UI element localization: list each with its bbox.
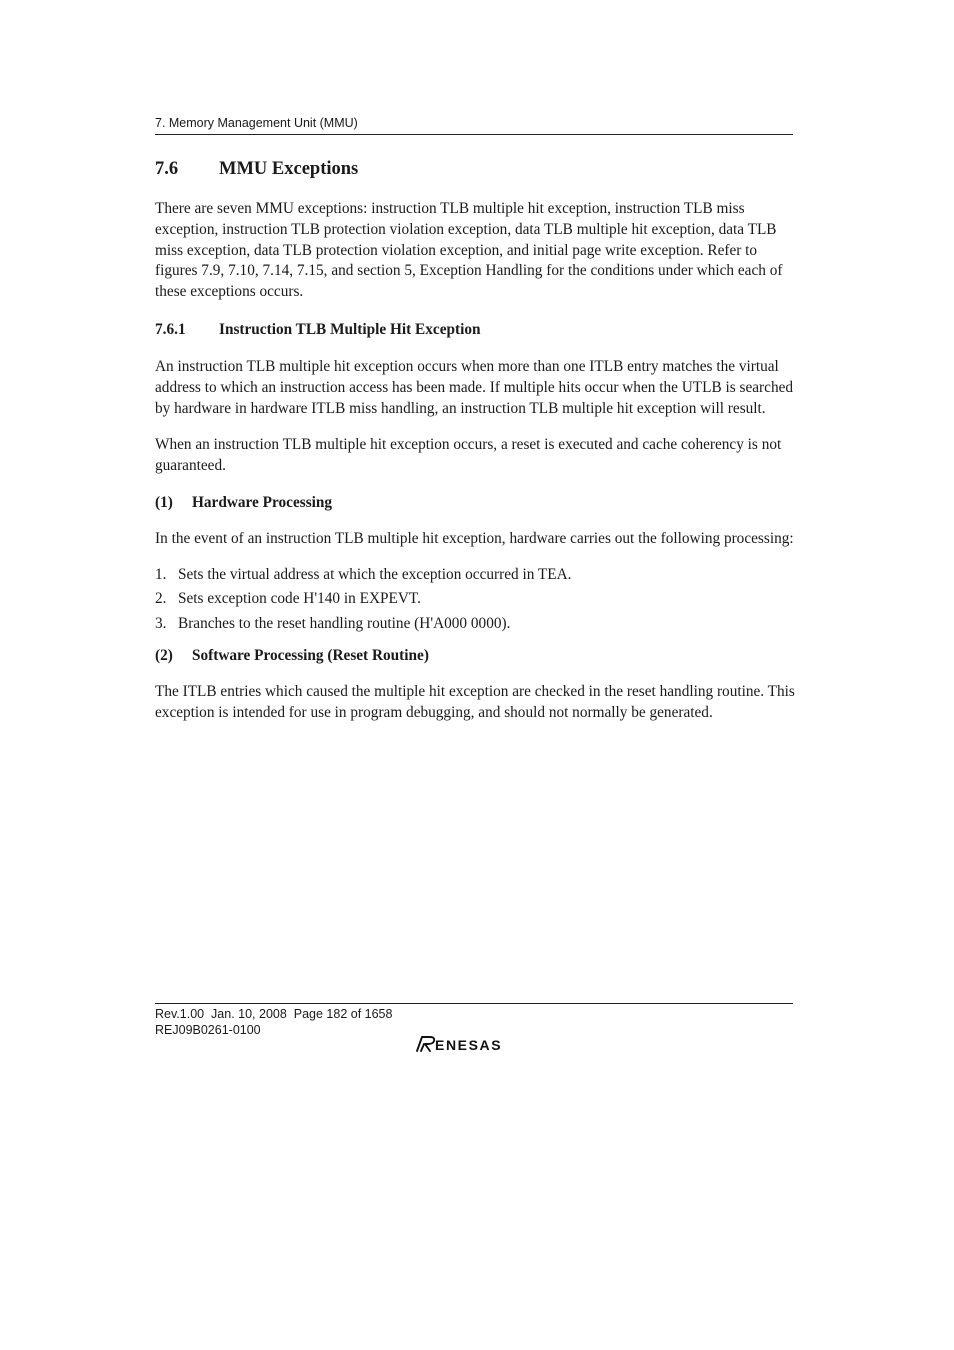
subsection-title: Instruction TLB Multiple Hit Exception: [219, 320, 481, 338]
subsection-paragraph-2: When an instruction TLB multiple hit exception occurs, a reset is executed and cache coherency is not guaranteed.: [155, 436, 782, 475]
list-item-text: Branches to the reset handling routine (H'A000 0000).: [178, 614, 511, 632]
list-item: [155, 565, 795, 585]
subsection-paragraph-1: An instruction TLB multiple hit exception occurs when more than one ITLB entry matches the virtual address to which an instruction access has been made. If multiple hits occur when the UTLB is searched by hardware in hardware ITLB miss handling, an instruction TLB multiple hit exception will result.: [155, 357, 794, 417]
software-processing-title: Software Processing (Reset Routine): [192, 646, 429, 664]
list-item: [155, 614, 795, 634]
running-head: 7. Memory Management Unit (MMU): [155, 115, 793, 135]
subsection-number: 7.6.1: [155, 320, 186, 338]
list-item-text: Sets the virtual address at which the exception occurred in TEA.: [178, 565, 572, 583]
software-processing-paragraph: The ITLB entries which caused the multiple hit exception are checked in the reset handling routine. This exception is intended for use in program debugging, and should not normally be generated.: [155, 682, 795, 721]
list-item-number: 2.: [155, 590, 167, 608]
page-content: [155, 156, 795, 723]
svg-text:ENESAS: ENESAS: [435, 1037, 503, 1053]
software-processing-number: (2): [155, 646, 173, 664]
list-item: [155, 589, 795, 609]
revision-line: Rev.1.00 Jan. 10, 2008 Page 182 of 1658: [155, 1007, 393, 1021]
section-intro-paragraph: There are seven MMU exceptions: instruction TLB multiple hit exception, instruction TLB miss exception, instruction TLB protection violation exception, data TLB multiple hit exception, data TLB miss exception, data TLB protection violation exception, and initial page write exception. Refer to figures 7.9, 7.10, 7.14, 7.15, and section 5, Exception Handling for the conditions under which each of these exceptions occurs.: [155, 200, 783, 301]
hardware-processing-number: (1): [155, 493, 173, 511]
list-item-number: 3.: [155, 614, 167, 632]
subsection-heading: [155, 320, 795, 340]
list-item-text: Sets exception code H'140 in EXPEVT.: [178, 590, 421, 608]
renesas-logo: [413, 1034, 533, 1054]
hardware-steps-list: [155, 565, 795, 634]
section-heading: [155, 156, 795, 182]
hardware-processing-title: Hardware Processing: [192, 493, 333, 511]
section-number: 7.6: [155, 159, 179, 179]
hardware-processing-intro: In the event of an instruction TLB multiple hit exception, hardware carries out the following processing:: [155, 529, 794, 547]
software-processing-heading: [155, 646, 795, 666]
list-item-number: 1.: [155, 565, 167, 583]
hardware-processing-heading: [155, 493, 795, 513]
document-number: REJ09B0261-0100: [155, 1022, 261, 1037]
page-footer: [155, 1003, 793, 1038]
section-title: MMU Exceptions: [219, 159, 359, 179]
